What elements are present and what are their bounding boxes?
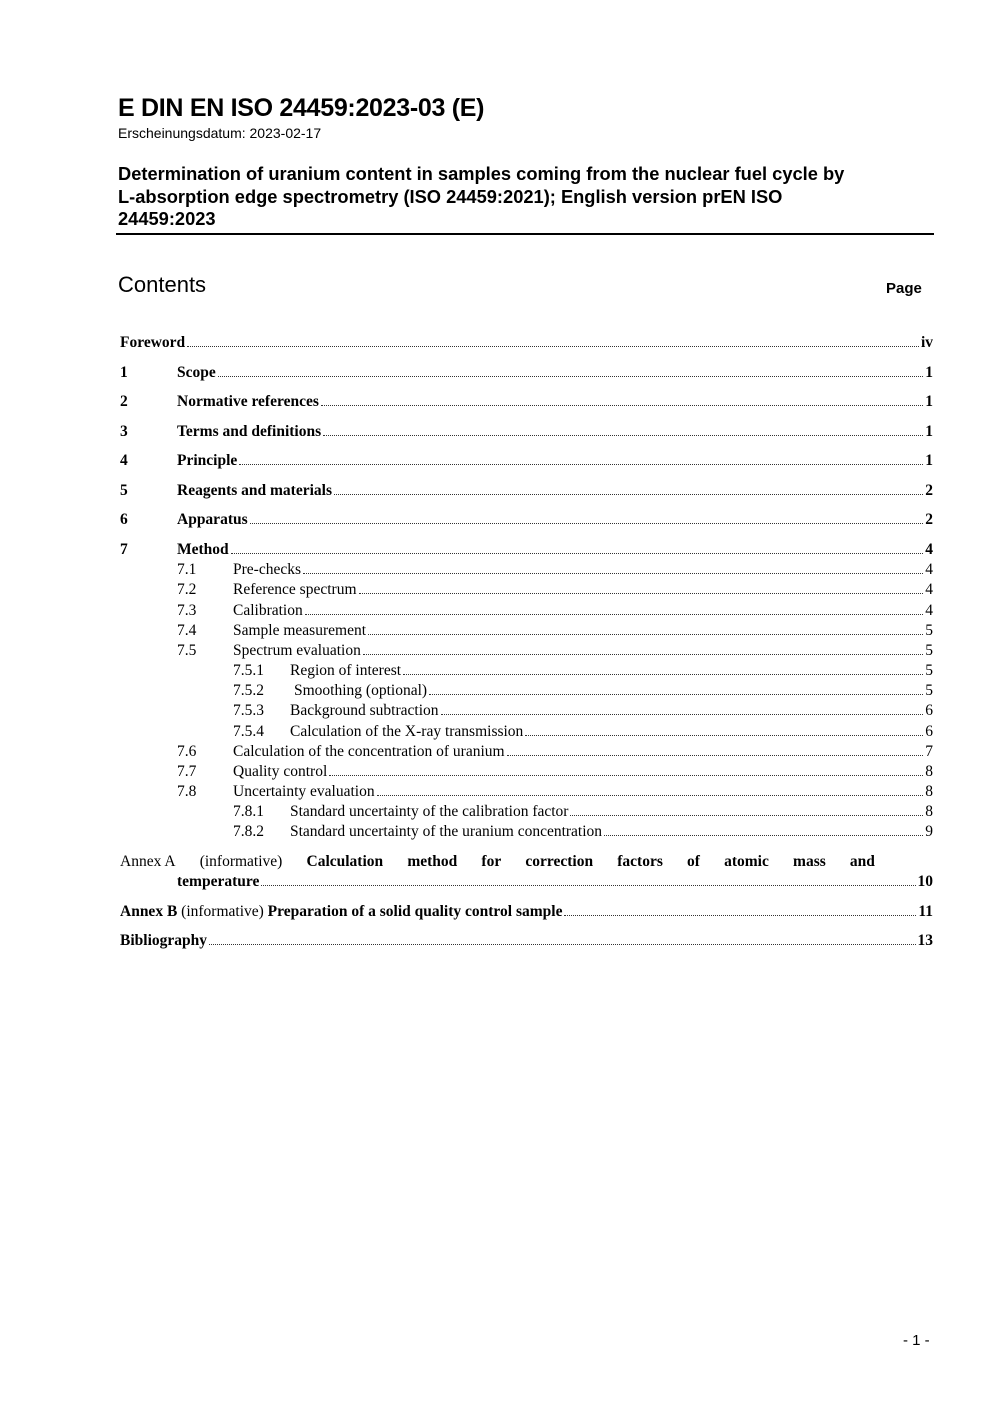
- toc-section-number: 7.3: [177, 602, 197, 619]
- toc-entry-label: Scope: [177, 364, 216, 381]
- annex-prefix: Annex A: [120, 853, 176, 870]
- toc-page-number: iv: [920, 334, 933, 351]
- toc-entry-label: Sample measurement: [233, 622, 366, 639]
- toc-leader: [218, 376, 924, 377]
- toc-section-number: 7.8.2: [233, 823, 264, 840]
- annex-title-word: method: [407, 853, 458, 870]
- toc-entry-label: Calculation of the concentration of uranium: [233, 743, 505, 760]
- toc-leader: [570, 815, 923, 816]
- toc-page-number: 11: [918, 903, 933, 920]
- toc-leader: [363, 654, 923, 655]
- toc-page-number: 1: [925, 452, 933, 469]
- toc-entry-quality-control[interactable]: [120, 763, 933, 785]
- toc-entry-calibration-factor-uncertainty[interactable]: [120, 803, 933, 825]
- toc-page-number: 7: [925, 743, 933, 760]
- toc-entry-spectrum-evaluation[interactable]: [120, 642, 933, 664]
- toc-entry-annex-a-continued[interactable]: [120, 873, 933, 895]
- annex-type: (informative): [181, 903, 264, 920]
- toc-entry-label: Smoothing (optional): [294, 682, 428, 699]
- toc-page-number: 8: [925, 803, 933, 820]
- toc-entry-label: [120, 903, 562, 921]
- toc-entry-x-ray-transmission[interactable]: [120, 723, 933, 745]
- toc-page-number: 13: [917, 932, 933, 949]
- toc-entry-pre-checks[interactable]: [120, 561, 933, 583]
- toc-entry-label: Uncertainty evaluation: [233, 783, 375, 800]
- toc-leader: [231, 553, 924, 554]
- toc-entry-background-subtraction[interactable]: [120, 702, 933, 724]
- toc-leader: [403, 674, 923, 675]
- annex-title-word: atomic: [724, 853, 769, 870]
- toc-section-number: 7.6: [177, 743, 197, 760]
- toc-section-number: 7.5.1: [233, 662, 264, 679]
- document-title-line: Determination of uranium content in samples coming from the nuclear fuel cycle by: [118, 163, 845, 184]
- toc-leader: [429, 694, 923, 695]
- toc-leader: [239, 464, 923, 465]
- toc-entry-label: Standard uncertainty of the calibration factor: [290, 803, 569, 820]
- toc-entry-label: Spectrum evaluation: [233, 642, 361, 659]
- toc-page-number: 4: [925, 561, 933, 578]
- toc-leader: [507, 755, 924, 756]
- toc-entry-label: Foreword: [120, 334, 186, 351]
- toc-page-number: 4: [925, 541, 933, 558]
- toc-entry-label: Bibliography: [120, 932, 207, 949]
- document-title: [118, 163, 934, 231]
- footer-page-number: - 1 -: [903, 1332, 930, 1349]
- toc-entry-uncertainty-evaluation[interactable]: [120, 783, 933, 805]
- toc-section-number: 2: [120, 393, 128, 410]
- toc-leader: [303, 573, 923, 574]
- toc-leader: [209, 944, 916, 945]
- toc-leader: [334, 494, 923, 495]
- toc-entry-annex-b[interactable]: [120, 903, 933, 925]
- toc-page-number: 8: [925, 783, 933, 800]
- toc-entry-foreword[interactable]: [120, 334, 933, 356]
- toc-page-number: 5: [925, 622, 933, 639]
- title-divider: [116, 233, 934, 235]
- toc-page-number: 4: [925, 581, 933, 598]
- contents-heading: Contents: [118, 272, 207, 297]
- toc-page-number: 8: [925, 763, 933, 780]
- toc-entry-smoothing[interactable]: [120, 682, 933, 704]
- toc-leader: [604, 835, 923, 836]
- toc-page-number: 10: [917, 873, 933, 890]
- toc-page-number: 6: [925, 723, 933, 740]
- toc-entry-label: Terms and definitions: [177, 423, 322, 440]
- document-id: E DIN EN ISO 24459:2023-03 (E): [118, 94, 485, 122]
- toc-section-number: 6: [120, 511, 128, 528]
- toc-leader: [368, 634, 923, 635]
- toc-entry-label: Calibration: [233, 602, 303, 619]
- toc-entry-region-of-interest[interactable]: [120, 662, 933, 684]
- toc-entry-uranium-concentration-uncertainty[interactable]: [120, 823, 933, 845]
- toc-entry-bibliography[interactable]: [120, 932, 933, 954]
- toc-section-number: 4: [120, 452, 128, 469]
- toc-entry-label: Apparatus: [177, 511, 248, 528]
- document-title-line: 24459:2023: [118, 208, 216, 229]
- toc-entry-reference-spectrum[interactable]: [120, 581, 933, 603]
- toc-page-number: 5: [925, 642, 933, 659]
- toc-page-number: 4: [925, 602, 933, 619]
- annex-title-word: for: [481, 853, 502, 870]
- toc-entry-label: Reference spectrum: [233, 581, 357, 598]
- toc-section-number: 7.5.3: [233, 702, 264, 719]
- toc-section-number: 7.2: [177, 581, 197, 598]
- toc-entry-apparatus[interactable]: [120, 511, 933, 533]
- document-title-line: L-absorption edge spectrometry (ISO 24459:2021); English version prEN ISO: [118, 185, 783, 207]
- toc-entry-principle[interactable]: [120, 452, 933, 474]
- toc-leader: [187, 346, 919, 347]
- toc-section-number: 7: [120, 541, 128, 558]
- toc-leader: [323, 435, 923, 436]
- toc-entry-label: Region of interest: [290, 662, 402, 679]
- toc-entry-calibration[interactable]: [120, 602, 933, 624]
- toc-entry-label: Reagents and materials: [177, 482, 332, 499]
- toc-page-number: 2: [925, 482, 933, 499]
- annex-title-word: correction: [525, 853, 594, 870]
- toc-leader: [321, 405, 923, 406]
- toc-entry-label: temperature: [177, 873, 260, 890]
- toc-leader: [305, 614, 924, 615]
- toc-page-number: 1: [925, 364, 933, 381]
- toc-section-number: 7.7: [177, 763, 197, 780]
- toc-leader: [377, 795, 924, 796]
- toc-entry-method[interactable]: [120, 541, 933, 563]
- annex-title-word: mass: [793, 853, 826, 870]
- toc-section-number: 3: [120, 423, 128, 440]
- toc-leader: [441, 714, 924, 715]
- toc-entry-reagents-and-materials[interactable]: [120, 482, 933, 504]
- toc-entry-annex-a[interactable]: [120, 853, 875, 871]
- toc-leader: [261, 885, 915, 886]
- toc-entry-label: Pre-checks: [233, 561, 301, 578]
- annex-title-word: and: [849, 853, 875, 870]
- toc-section-number: 7.5: [177, 642, 197, 659]
- toc-leader: [250, 523, 924, 524]
- publication-date: Erscheinungsdatum: 2023-02-17: [118, 125, 322, 141]
- toc-page-number: 6: [925, 702, 933, 719]
- toc-section-number: 1: [120, 364, 128, 381]
- annex-type: (informative): [199, 853, 283, 870]
- annex-prefix: Annex B: [120, 903, 178, 920]
- toc-page-number: 5: [925, 682, 933, 699]
- toc-entry-label: Principle: [177, 452, 238, 469]
- toc-leader: [564, 915, 916, 916]
- toc-section-number: 5: [120, 482, 128, 499]
- toc-section-number: 7.5.2: [233, 682, 264, 699]
- toc-section-number: 7.4: [177, 622, 197, 639]
- annex-title-word: of: [687, 853, 700, 870]
- toc-entry-sample-measurement[interactable]: [120, 622, 933, 644]
- toc-page-number: 5: [925, 662, 933, 679]
- toc-entry-label: Normative references: [177, 393, 319, 410]
- toc-entry-label: Background subtraction: [290, 702, 439, 719]
- toc-entry-label: Quality control: [233, 763, 328, 780]
- toc-section-number: 7.8.1: [233, 803, 264, 820]
- toc-leader: [359, 593, 924, 594]
- toc-leader: [525, 735, 923, 736]
- annex-title-word: Calculation: [306, 853, 384, 870]
- toc-entry-normative-references[interactable]: [120, 393, 933, 415]
- page-column-heading: Page: [886, 280, 922, 297]
- toc-entry-label: Standard uncertainty of the uranium concentration: [290, 823, 603, 840]
- annex-title: Preparation of a solid quality control sample: [267, 903, 563, 920]
- toc-section-number: 7.8: [177, 783, 197, 800]
- toc-leader: [329, 775, 923, 776]
- toc-page-number: 2: [925, 511, 933, 528]
- toc-entry-scope[interactable]: [120, 364, 933, 386]
- toc-entry-terms-and-definitions[interactable]: [120, 423, 933, 445]
- toc-entry-label: Calculation of the X-ray transmission: [290, 723, 524, 740]
- toc-entry-label: Method: [177, 541, 229, 558]
- toc-page-number: 1: [925, 423, 933, 440]
- annex-title-word: factors: [617, 853, 663, 870]
- toc-entry-uranium-concentration-calculation[interactable]: [120, 743, 933, 765]
- toc-page-number: 1: [925, 393, 933, 410]
- toc-section-number: 7.1: [177, 561, 197, 578]
- toc-section-number: 7.5.4: [233, 723, 264, 740]
- toc-page-number: 9: [925, 823, 933, 840]
